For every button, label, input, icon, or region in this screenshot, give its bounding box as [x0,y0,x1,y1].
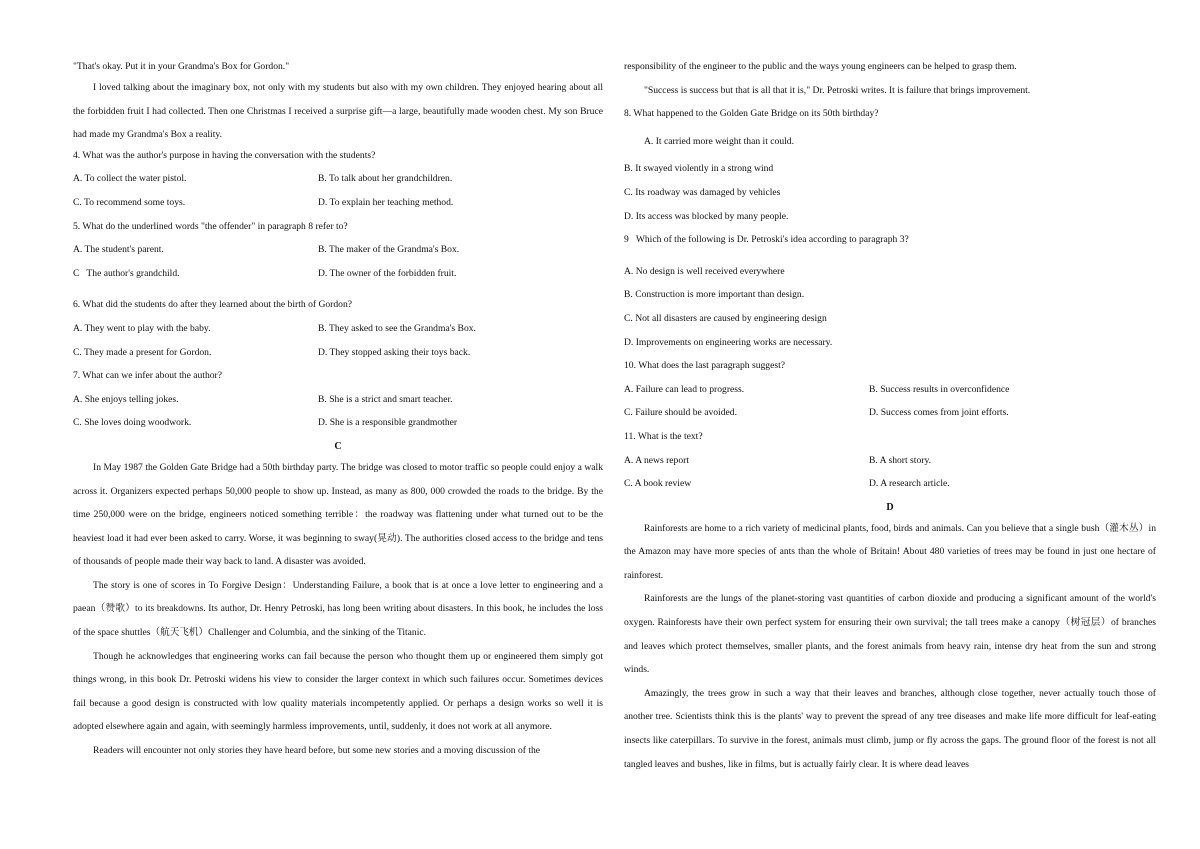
left-column [73,58,603,763]
option-a: A. To collect the water pistol. [73,173,187,185]
option-b: B. Success results in overconfidence [869,383,1010,395]
option-d: D. Success comes from joint efforts. [869,407,1009,419]
option-d: D. Improvements on engineering works are necessary. [624,336,833,348]
option-c: C The author's grandchild. [73,267,180,279]
quote-line: "Success is success but that is all that it is," Dr. Petroski writes. It is failure that brings improvement. [644,84,1031,96]
question-10: 10. What does the last paragraph suggest? [624,360,786,372]
paragraph-c4-end: responsibility of the engineer to the public and the ways young engineers can be helped to grasp them. [624,61,1017,72]
option-b: B. Construction is more important than design. [624,289,805,301]
paragraph-d2: Rainforests are the lungs of the planet-storing vast quantities of carbon dioxide and producing a significant amount of the world's oxygen. Rainforests have their own perfect system for ensuring their own survival; the tall trees make a canopy（树冠层）of branches and leaves which protect themselves, smaller plants, and the forest animals from heavy rain, intense dry heat from the sun and strong winds. [624,593,1156,676]
paragraph-c4-start: Readers will encounter not only stories they have heard before, but some new stories and a moving discussion of the [93,745,541,757]
option-c: C. She loves doing woodwork. [73,417,192,429]
question-11-options-cd [624,475,1156,499]
question-8: 8. What happened to the Golden Gate Bridge on its 50th birthday? [624,108,879,120]
option-a: A. A news report [624,454,690,466]
option-c: C. They made a present for Gordon. [73,346,212,358]
paragraph-d1: Rainforests are home to a rich variety of medicinal plants, food, birds and animals. Can you believe that a single bush（灌木丛）in the Amazon may have more species of ants than the whole of Britain! About 480 varieties of trees may be found in just one hectare of rainforest. [624,522,1156,581]
option-c: C. Not all disasters are caused by engineering design [624,312,827,324]
question-7: 7. What can we infer about the author? [73,370,222,382]
paragraph-d3: Amazingly, the trees grow in such a way that their leaves and branches, although close together, never actually touch those of another tree. Scientists think this is the plants' way to prevent the spread of any tree diseases and make life more difficult for leaf-eating insects like caterpillars. To survive in the forest, animals must climb, jump or fly across the gaps. The ground floor of the forest is not all tangled leaves and bushes, like in films, but is actually fairly clear. It is where dead leaves [624,687,1156,770]
option-b: B. A short story. [869,454,932,466]
right-column [624,58,1156,776]
question-6-options-cd [73,344,603,368]
question-10-options-cd [624,404,1156,428]
option-c: C. To recommend some toys. [73,196,186,208]
question-4-options-ab [73,170,603,194]
option-b: B. She is a strict and smart teacher. [318,393,453,405]
option-d: D. They stopped asking their toys back. [318,346,471,358]
paragraph-grandmas-box: I loved talking about the imaginary box, not only with my students but also with my own children. They enjoyed hearing about all the forbidden fruit I had collected. Then one Christmas I received a surprise gift—a large, beautifully made wooden chest. My son Bruce had made my Grandma's Box a reality. [73,82,603,141]
option-c: C. Failure should be avoided. [624,407,737,419]
option-a: A. They went to play with the baby. [73,322,211,334]
question-7-options-ab [73,391,603,415]
option-d: D. She is a responsible grandmother [318,417,458,429]
option-a: A. She enjoys telling jokes. [73,393,179,405]
question-5-options-ab [73,241,603,265]
paragraph-c1: In May 1987 the Golden Gate Bridge had a 50th birthday party. The bridge was closed to motor traffic so people could enjoy a walk across it. Organizers expected perhaps 50,000 people to show up. Instead, as many as 800, 000 crowded the roads to the bridge. By the time 250,000 were on the bridge, engineers noticed something terrible：the roadway was flattening under what turned out to be the heaviest load it had ever been asked to carry. Worse, it was beginning to sway(晃动). The authorities closed access to the bridge and tens of thousands of people made their way back to land. A disaster was avoided. [73,461,603,568]
question-11: 11. What is the text? [624,430,703,442]
option-a: A. The student's parent. [73,244,164,256]
option-a: A. It carried more weight than it could. [644,135,794,147]
question-5-options-cd [73,265,603,289]
question-6: 6. What did the students do after they learned about the birth of Gordon? [73,299,353,311]
option-b: B. To talk about her grandchildren. [318,173,453,185]
option-a: A. Failure can lead to progress. [624,383,745,395]
paragraph-c3: Though he acknowledges that engineering works can fail because the person who thought them up or engineered them simply got things wrong, in this book Dr. Petroski widens his view to consider the larger context in which such failures occur. Sometimes devices fail because a good design is constructed with low quality materials incompetently applied. Or perhaps a design works so well it is adopted elsewhere again and again, with seemingly harmless improvements, until, suddenly, it does not work at all anymore. [73,650,603,733]
question-7-options-cd [73,414,603,438]
option-b: B. It swayed violently in a strong wind [624,163,774,175]
option-b: B. They asked to see the Grandma's Box. [318,322,476,334]
dialogue-line: "That's okay. Put it in your Grandma's Box for Gordon." [73,61,290,72]
question-9: 9 Which of the following is Dr. Petroski's idea according to paragraph 3? [624,234,909,246]
option-a: A. No design is well received everywhere [624,265,785,277]
option-b: B. The maker of the Grandma's Box. [318,244,460,256]
option-d: D. A research article. [869,478,950,490]
question-10-options-ab [624,381,1156,405]
question-6-options-ab [73,320,603,344]
section-heading-d: D [886,501,894,513]
option-c: C. Its roadway was damaged by vehicles [624,186,781,198]
option-c: C. A book review [624,478,692,490]
section-heading-c: C [334,440,342,452]
option-d: D. Its access was blocked by many people. [624,210,789,222]
question-5: 5. What do the underlined words "the offender" in paragraph 8 refer to? [73,220,348,232]
option-d: D. The owner of the forbidden fruit. [318,267,457,279]
option-d: D. To explain her teaching method. [318,196,454,208]
paragraph-c2: The story is one of scores in To Forgive Design：Understanding Failure, a book that is at once a love letter to engineering and a paean（赞歌）to its breakdowns. Its author, Dr. Henry Petroski, has long been writing about disasters. In this book, he includes the loss of the space shuttles（航天飞机）Challenger and Columbia, and the sinking of the Titanic. [73,579,603,639]
question-11-options-ab [624,452,1156,476]
question-4-options-cd [73,194,603,218]
question-4: 4. What was the author's purpose in having the conversation with the students? [73,149,376,161]
